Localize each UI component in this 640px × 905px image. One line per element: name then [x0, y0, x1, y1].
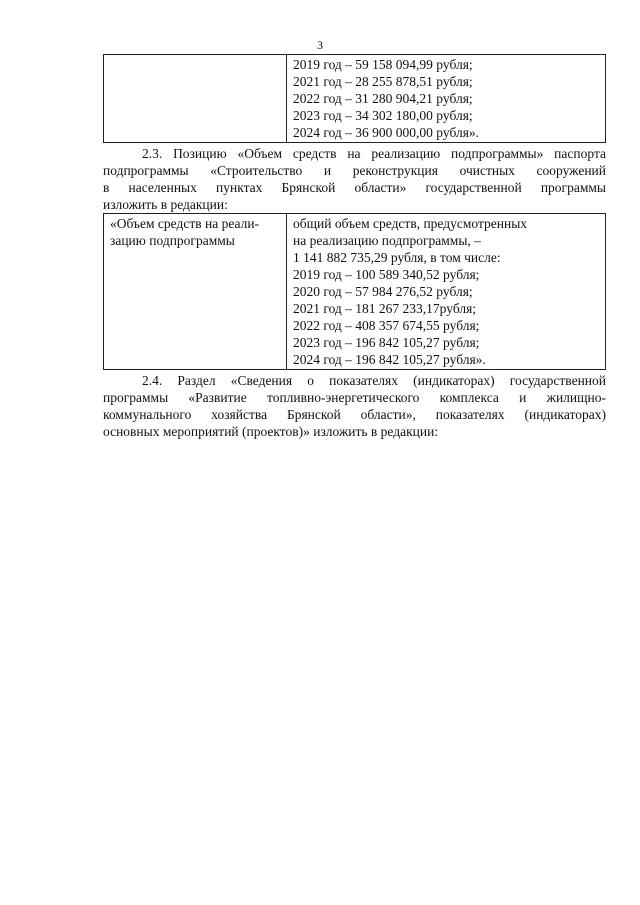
paragraph-line: программы «Развитие топливно-энергетического комплекса и жилищно-: [103, 390, 606, 405]
paragraph-line: коммунального хозяйства Брянской области», показателях (индикаторах): [103, 407, 606, 422]
table-line: на реализацию подпрограммы, –: [293, 233, 481, 248]
table-line: общий объем средств, предусмотренных: [293, 216, 528, 231]
paragraph-line: основных мероприятий (проектов)» изложить в редакции:: [103, 424, 439, 439]
table-line: 2021 год – 28 255 878,51 рубля;: [293, 74, 473, 89]
paragraph-line: подпрограммы «Строительство и реконструкция очистных сооружений: [103, 163, 606, 178]
funding-table-continuation: [103, 54, 606, 143]
table-cell-empty: [104, 55, 287, 143]
table-line: зацию подпрограммы: [110, 233, 235, 248]
table-cell-label: [104, 214, 287, 370]
table-line: 2022 год – 31 280 904,21 рубля;: [293, 91, 473, 106]
table-line: «Объем средств на реали-: [110, 216, 260, 231]
table-line: 2021 год – 181 267 233,17рубля;: [293, 301, 477, 316]
table-row: [104, 55, 606, 143]
funding-table-subprogram: [103, 213, 606, 370]
table-line: 2024 год – 36 900 000,00 рубля».: [293, 125, 480, 140]
table-line: 1 141 882 735,29 рубля, в том числе:: [293, 250, 501, 265]
table-line: 2024 год – 196 842 105,27 рубля».: [293, 352, 486, 367]
table-line: 2023 год – 196 842 105,27 рубля;: [293, 335, 480, 350]
paragraph-2-3: [103, 145, 606, 213]
table-row: [104, 214, 606, 370]
table-line: 2023 год – 34 302 180,00 рубля;: [293, 108, 473, 123]
table-cell-funding-years: [287, 55, 606, 143]
paragraph-line: 2.4. Раздел «Сведения о показателях (индикаторах) государственной: [142, 373, 606, 388]
table-line: 2019 год – 100 589 340,52 рубля;: [293, 267, 480, 282]
table-line: 2020 год – 57 984 276,52 рубля;: [293, 284, 473, 299]
paragraph-line: 2.3. Позицию «Объем средств на реализацию подпрограммы» паспорта: [142, 146, 606, 161]
table-line: 2019 год – 59 158 094,99 рубля;: [293, 57, 473, 72]
paragraph-line: изложить в редакции:: [103, 197, 228, 212]
table-line: 2022 год – 408 357 674,55 рубля;: [293, 318, 480, 333]
table-cell-funding-years: [287, 214, 606, 370]
page-number: 3: [317, 38, 323, 52]
paragraph-2-4: [103, 372, 606, 440]
paragraph-line: в населенных пунктах Брянской области» государственной программы: [103, 180, 606, 195]
